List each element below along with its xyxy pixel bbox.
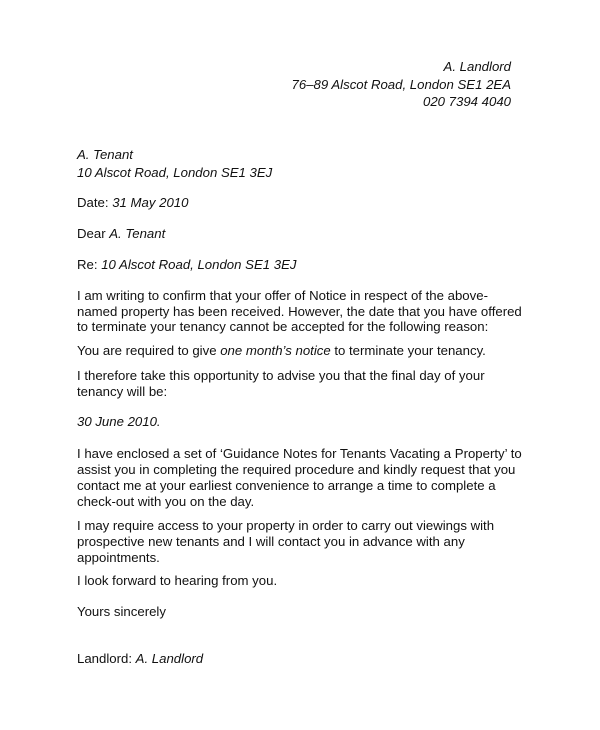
signature-line bbox=[77, 651, 203, 667]
paragraph-line: appointments. bbox=[77, 550, 160, 565]
closing-line: I look forward to hearing from you. bbox=[77, 573, 278, 588]
paragraph-line: I may require access to your property in order to carry out viewings with bbox=[77, 518, 495, 533]
paragraph-line: I therefore take this opportunity to advise you that the final day of your bbox=[77, 368, 485, 383]
valediction: Yours sincerely bbox=[77, 604, 166, 619]
date-line bbox=[77, 195, 188, 211]
paragraph-line: I have enclosed a set of ‘Guidance Notes for Tenants Vacating a Property’ to bbox=[77, 446, 522, 461]
sender-name: A. Landlord bbox=[443, 59, 511, 74]
reason-after: to terminate your tenancy. bbox=[334, 343, 486, 358]
paragraph-line: to terminate your tenancy cannot be accepted for the following reason: bbox=[77, 319, 489, 334]
salutation bbox=[77, 226, 165, 242]
final-day: 30 June 2010. bbox=[77, 414, 161, 429]
paragraph-line: prospective new tenants and I will contact you in advance with any bbox=[77, 534, 465, 549]
paragraph-line: tenancy will be: bbox=[77, 384, 168, 399]
recipient-address: 10 Alscot Road, London SE1 3EJ bbox=[77, 165, 273, 180]
paragraph-line: check-out with you on the day. bbox=[77, 494, 255, 509]
date-label: Date: bbox=[77, 195, 109, 210]
reason-before: You are required to give bbox=[77, 343, 217, 358]
paragraph-line: contact me at your earliest convenience to arrange a time to complete a bbox=[77, 478, 496, 493]
signature-name: A. Landlord bbox=[135, 651, 204, 666]
sender-address: 76–89 Alscot Road, London SE1 2EA bbox=[291, 77, 511, 92]
subject-label: Re: bbox=[77, 257, 98, 272]
paragraph-reason bbox=[77, 343, 486, 359]
salutation-prefix: Dear bbox=[77, 226, 106, 241]
subject-line bbox=[77, 257, 296, 273]
subject-value: 10 Alscot Road, London SE1 3EJ bbox=[101, 257, 297, 272]
salutation-name: A. Tenant bbox=[109, 226, 166, 241]
reason-emphasis: one month’s notice bbox=[220, 343, 331, 358]
paragraph-line: I am writing to confirm that your offer of Notice in respect of the above- bbox=[77, 288, 488, 303]
sender-phone: 020 7394 4040 bbox=[422, 94, 511, 109]
paragraph-line: assist you in completing the required procedure and kindly request that you bbox=[77, 462, 516, 477]
signature-label: Landlord: bbox=[77, 651, 132, 666]
date-value: 31 May 2010 bbox=[112, 195, 189, 210]
paragraph-line: named property has been received. However, the date that you have offered bbox=[77, 304, 522, 319]
recipient-name: A. Tenant bbox=[77, 147, 133, 162]
